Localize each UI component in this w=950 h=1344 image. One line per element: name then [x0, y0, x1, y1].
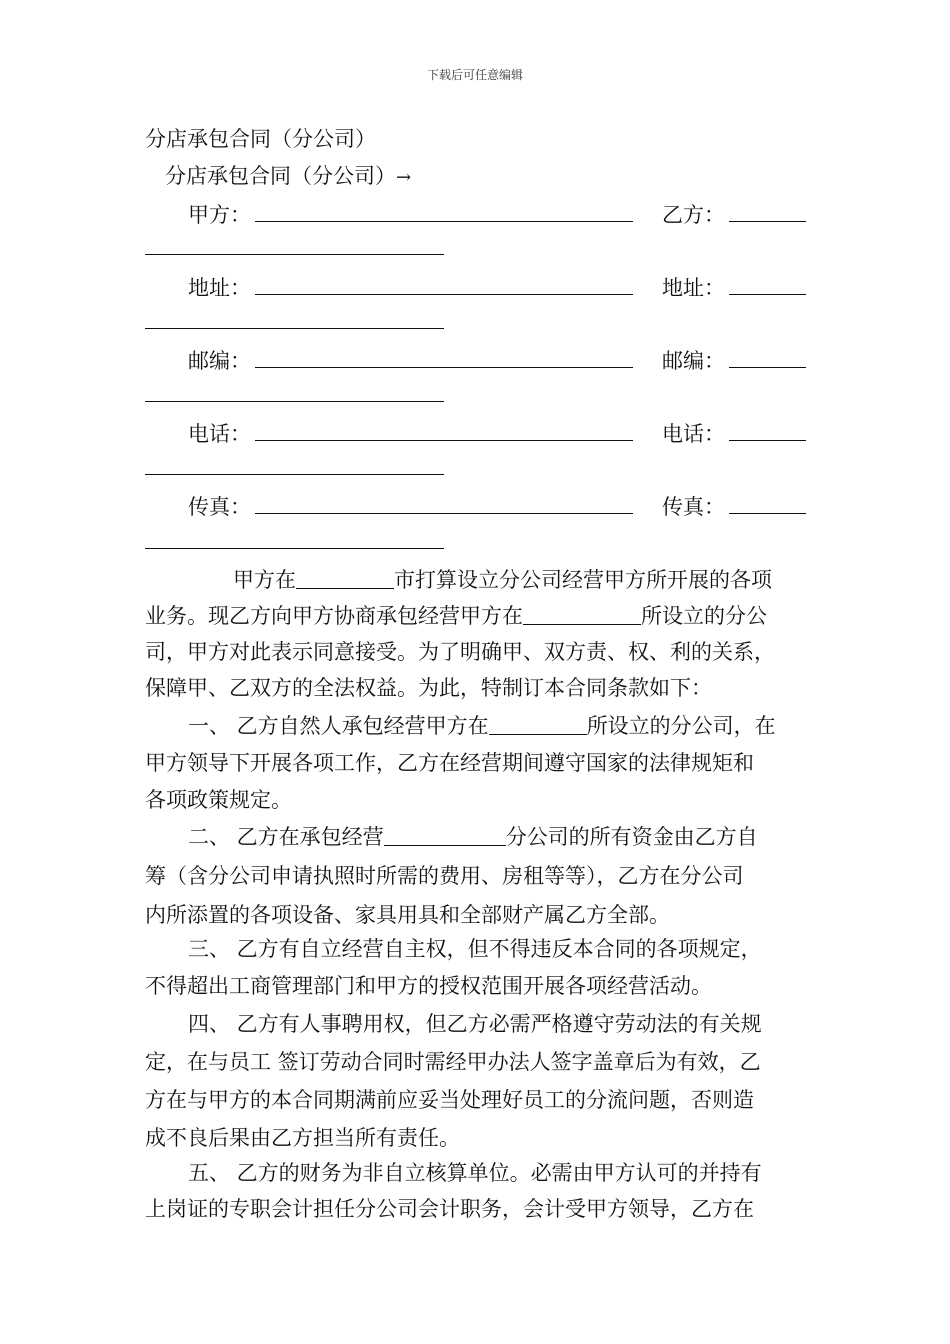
- phone-a-fill-line: [255, 440, 633, 441]
- document-subtitle-text: 分店承包合同（分公司）: [165, 164, 396, 188]
- address-b-fill-line-cont: [145, 328, 444, 329]
- page-header-note: 下载后可任意编辑: [426, 68, 523, 82]
- intro-text: 业务。现乙方向甲方协商承包经营甲方在: [145, 604, 523, 628]
- arrow-icon: →: [396, 167, 412, 188]
- city-blank: [296, 568, 394, 589]
- address-b-fill-line: [729, 294, 806, 295]
- clause-text: 二、 乙方在承包经营: [188, 825, 384, 849]
- postcode-a-fill-line: [255, 367, 633, 368]
- clause-2-line-3: 内所添置的各项设备、家具用具和全部财产属乙方全部。: [145, 903, 670, 927]
- phone-b-label: 电话：: [662, 422, 725, 446]
- intro-line-3: 司，甲方对此表示同意接受。为了明确甲、双方责、权、利的关系，: [145, 640, 775, 664]
- location-blank: [523, 604, 641, 625]
- phone-b-fill-line: [729, 440, 806, 441]
- party-b-fill-line-cont: [145, 254, 444, 255]
- intro-line-1: [233, 564, 772, 594]
- clause-4-line-2: 定，在与员工 签订劳动合同时需经甲办法人签字盖章后为有效，乙: [145, 1050, 761, 1074]
- postcode-b-fill-line: [729, 367, 806, 368]
- fax-a-fill-line: [255, 513, 633, 514]
- clause-3-line-1: 三、 乙方有自立经营自主权，但不得违反本合同的各项规定，: [188, 937, 762, 961]
- postcode-a-label: 邮编：: [188, 349, 251, 373]
- clause-4-line-4: 成不良后果由乙方担当所有责任。: [145, 1126, 460, 1150]
- clause-text: 分公司的所有资金由乙方自: [505, 825, 758, 849]
- clause-4-line-3: 方在与甲方的本合同期满前应妥当处理好员工的分流问题，否则造: [145, 1088, 754, 1112]
- intro-text: 市打算设立分公司经营甲方所开展的各项: [394, 568, 772, 592]
- clause-5-line-1: 五、 乙方的财务为非自立核算单位。必需由甲方认可的并持有: [188, 1161, 762, 1185]
- intro-line-4: 保障甲、乙双方的全法权益。为此，特制订本合同条款如下：: [145, 676, 712, 700]
- fax-b-fill-line: [729, 513, 806, 514]
- clause-1-line-1: [188, 710, 776, 740]
- fax-b-label: 传真：: [662, 495, 725, 519]
- intro-line-2: [145, 600, 767, 630]
- address-a-fill-line: [255, 294, 633, 295]
- party-b-label: 乙方：: [662, 203, 725, 227]
- party-b-fill-line: [729, 221, 806, 222]
- address-b-label: 地址：: [662, 276, 725, 300]
- clause-text: 所设立的分公司，在: [586, 714, 776, 738]
- document-title: 分店承包合同（分公司）: [145, 127, 376, 151]
- fax-b-fill-line-cont: [145, 548, 444, 549]
- phone-a-label: 电话：: [188, 422, 251, 446]
- fax-a-label: 传真：: [188, 495, 251, 519]
- party-a-fill-line: [255, 221, 633, 222]
- document-subtitle: [165, 160, 411, 190]
- clause-3-line-2: 不得超出工商管理部门和甲方的授权范围开展各项经营活动。: [145, 974, 712, 998]
- phone-b-fill-line-cont: [145, 474, 444, 475]
- intro-text: 所设立的分公: [641, 604, 767, 628]
- clause-1-line-3: 各项政策规定。: [145, 788, 292, 812]
- clause-text: 一、 乙方自然人承包经营甲方在: [188, 714, 489, 738]
- clause-1-blank: [489, 714, 587, 735]
- postcode-b-label: 邮编：: [662, 349, 725, 373]
- clause-2-line-1: [188, 821, 758, 851]
- clause-2-line-2: 筹（含分公司申请执照时所需的费用、房租等等），乙方在分公司: [145, 864, 744, 888]
- intro-text: 甲方在: [233, 568, 296, 592]
- clause-2-blank: [384, 825, 506, 846]
- address-a-label: 地址：: [188, 276, 251, 300]
- postcode-b-fill-line-cont: [145, 401, 444, 402]
- clause-5-line-2: 上岗证的专职会计担任分公司会计职务，会计受甲方领导，乙方在: [145, 1197, 754, 1221]
- clause-4-line-1: 四、 乙方有人事聘用权，但乙方必需严格遵守劳动法的有关规: [188, 1012, 762, 1036]
- party-a-label: 甲方：: [188, 203, 251, 227]
- clause-1-line-2: 甲方领导下开展各项工作，乙方在经营期间遵守国家的法律规矩和: [145, 751, 754, 775]
